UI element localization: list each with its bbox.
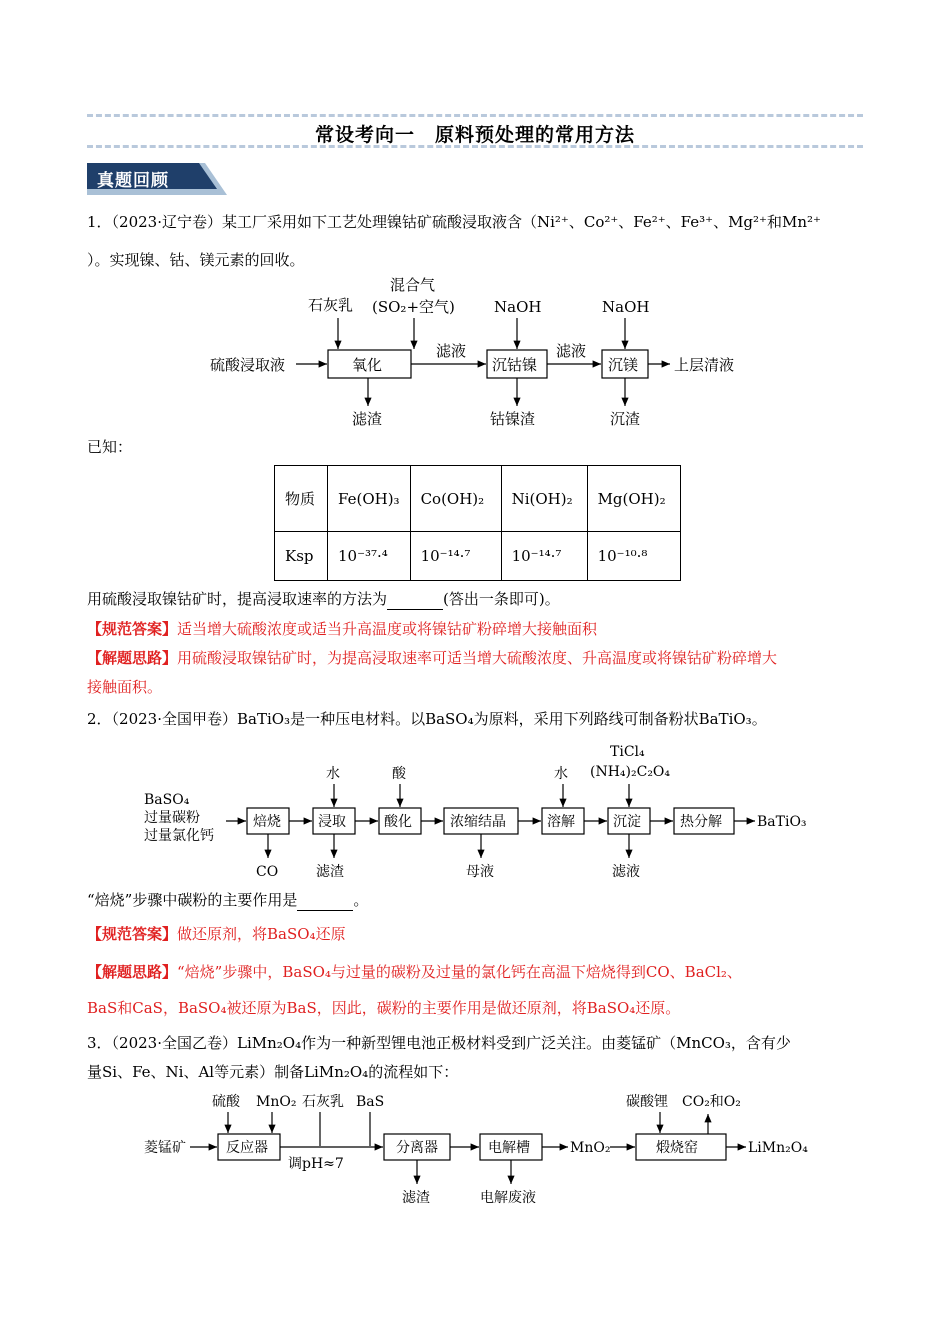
q2-analysis-text: “焙烧”步骤中，BaSO₄与过量的碳粉及过量的氯化钙在高温下焙烧得到CO、BaCl₂、: [177, 963, 742, 981]
q2-answer: [87, 923, 867, 945]
q3-waste-liquid: 电解废液: [480, 1190, 536, 1206]
q1-analysis-line1: [87, 647, 867, 669]
q1-reagent-gas-formula: (SO₂+空气): [372, 298, 455, 316]
q2-analysis-line1: [87, 961, 867, 983]
ksp-value-ni: 10⁻¹⁴·⁷: [501, 532, 587, 581]
q1-flowchart: [200, 272, 760, 432]
q1-ksp-table: [274, 465, 681, 581]
q2-water-1: 水: [326, 766, 340, 782]
q1-filtrate-1: 滤液: [436, 342, 467, 360]
q3-sulfuric-acid: 硫酸: [212, 1094, 240, 1110]
q1-answer-text: 适当增大硫酸浓度或适当升高温度或将镍钴矿粉碎增大接触面积: [177, 620, 598, 638]
q1-reagent-gas: 混合气: [390, 276, 436, 294]
ksp-header-mg: Mg(OH)₂: [587, 466, 680, 532]
q1-step-mg: 沉镁: [608, 356, 639, 374]
q2-co: CO: [256, 864, 279, 880]
ksp-value-co: 10⁻¹⁴·⁷: [410, 532, 501, 581]
q1-question-tail: (答出一条即可)。: [443, 590, 560, 608]
q1-step-oxidize: 氧化: [352, 356, 383, 374]
q3-ph: 调pH≈7: [288, 1156, 344, 1172]
q2-step-leach: 浸取: [318, 814, 346, 830]
top-divider: [87, 114, 863, 117]
q2-step-precipitate: 沉淀: [613, 814, 641, 830]
q2-ticl4: TiCl₄: [610, 744, 645, 760]
q3-flowchart: [140, 1088, 820, 1213]
title-divider: [87, 145, 863, 148]
q2-product: BaTiO₃: [757, 814, 807, 830]
q3-step-electrolyzer: 电解槽: [488, 1140, 530, 1156]
q3-li2co3: 碳酸锂: [626, 1094, 668, 1110]
q1-question: [87, 588, 867, 610]
q1-analysis-text: 用硫酸浸取镍钴矿时，为提高浸取速率可适当增大硫酸浓度、升高温度或将镍钴矿粉碎增大: [177, 649, 778, 667]
q1-filtrate-2: 滤液: [556, 342, 587, 360]
q3-gases: CO₂和O₂: [682, 1094, 741, 1110]
q2-answer-blank: [297, 896, 353, 911]
q1-residue-2: 钴镍渣: [490, 410, 536, 428]
q1-step-co-ni: 沉钴镍: [492, 356, 538, 374]
q1-answer-blank: [387, 595, 443, 610]
q2-answer-text: 做还原剂，将BaSO₄还原: [177, 925, 346, 943]
q2-water-2: 水: [554, 766, 568, 782]
q1-analysis-tag: 【解题思路】: [87, 649, 178, 667]
q3-stem-line2: 量Si、Fe、Ni、Al等元素）制备LiMn₂O₄的流程如下：: [87, 1063, 459, 1081]
q2-stem: 2．（2023·全国甲卷）BaTiO₃是一种压电材料。以BaSO₄为原料，采用下列路线可制备粉状BaTiO₃。: [87, 710, 767, 728]
page-title: 常设考向一 原料预处理的常用方法: [314, 124, 635, 146]
q3-mno2-reagent: MnO₂: [256, 1094, 297, 1110]
q3-bas: BaS: [356, 1094, 385, 1110]
ksp-label: Ksp: [275, 532, 328, 581]
q2-step-acidify: 酸化: [384, 814, 412, 830]
q2-feed-baso4: BaSO₄: [144, 792, 190, 808]
q3-step-kiln: 煅烧窑: [656, 1140, 698, 1156]
q3-step-separator: 分离器: [396, 1140, 438, 1156]
q3-lime: 石灰乳: [302, 1094, 344, 1110]
q3-step-reactor: 反应器: [226, 1140, 268, 1156]
q1-residue-3: 沉渣: [610, 410, 641, 428]
q2-flowchart: [140, 738, 830, 883]
q1-analysis-line2: 接触面积。: [87, 678, 163, 696]
q2-filtrate: 滤液: [612, 864, 640, 880]
q2-analysis-tag: 【解题思路】: [87, 963, 178, 981]
q3-product: LiMn₂O₄: [748, 1140, 808, 1156]
q1-stem-line2: ）。实现镍、钴、镁元素的回收。: [87, 251, 305, 269]
ksp-header-fe: Fe(OH)₃: [328, 466, 411, 532]
q1-answer: [87, 618, 867, 640]
q1-answer-tag: 【规范答案】: [87, 620, 178, 638]
ksp-value-mg: 10⁻¹⁰·⁸: [587, 532, 680, 581]
q2-step-roast: 焙烧: [253, 814, 281, 830]
q3-residue: 滤渣: [402, 1190, 430, 1206]
q1-naoh-2: NaOH: [602, 298, 650, 316]
q1-stem-line1: 1．（2023·辽宁卷）某工厂采用如下工艺处理镍钴矿硫酸浸取液含（Ni²⁺、Co²⁺、Fe²⁺、Fe³⁺、Mg²⁺和Mn²⁺: [87, 213, 821, 231]
q2-feed-carbon: 过量碳粉: [144, 810, 200, 826]
q2-mother-liquor: 母液: [466, 864, 494, 880]
q2-acid: 酸: [392, 766, 406, 782]
q1-output: 上层清液: [674, 356, 735, 374]
q1-reagent-lime: 石灰乳: [308, 296, 354, 314]
ksp-header-ni: Ni(OH)₂: [501, 466, 587, 532]
q2-analysis-line2: BaS和CaS，BaSO₄被还原为BaS，因此，碳粉的主要作用是做还原剂，将BaSO₄还原。: [87, 999, 681, 1017]
q1-question-text: 用硫酸浸取镍钴矿时，提高浸取速率的方法为: [87, 590, 388, 608]
ksp-header-substance: 物质: [275, 466, 328, 532]
q1-residue-1: 滤渣: [352, 410, 383, 428]
q1-feed: 硫酸浸取液: [210, 356, 286, 374]
q3-stem-line1: 3．（2023·全国乙卷）LiMn₂O₄作为一种新型锂电池正极材料受到广泛关注。由菱锰矿（MnCO₃，含有少: [87, 1034, 791, 1052]
q2-step-crystallize: 浓缩结晶: [450, 814, 506, 830]
q3-mno2-product: MnO₂: [570, 1140, 611, 1156]
q2-residue: 滤渣: [316, 864, 344, 880]
q3-feed: 菱锰矿: [144, 1140, 186, 1156]
q1-known: 已知：: [87, 438, 133, 456]
q2-feed-cacl2: 过量氯化钙: [144, 828, 214, 844]
q2-question-text: “焙烧”步骤中碳粉的主要作用是: [87, 891, 298, 909]
q2-oxalate: (NH₄)₂C₂O₄: [590, 764, 671, 780]
q1-naoh-1: NaOH: [494, 298, 542, 316]
q2-step-dissolve: 溶解: [547, 814, 575, 830]
section-banner-label: 真题回顾: [97, 171, 169, 191]
q2-question-tail: 。: [353, 891, 369, 909]
q2-step-decompose: 热分解: [680, 814, 722, 830]
ksp-header-co: Co(OH)₂: [410, 466, 501, 532]
q2-answer-tag: 【规范答案】: [87, 925, 178, 943]
q2-question: [87, 889, 867, 911]
ksp-value-fe: 10⁻³⁷·⁴: [328, 532, 411, 581]
